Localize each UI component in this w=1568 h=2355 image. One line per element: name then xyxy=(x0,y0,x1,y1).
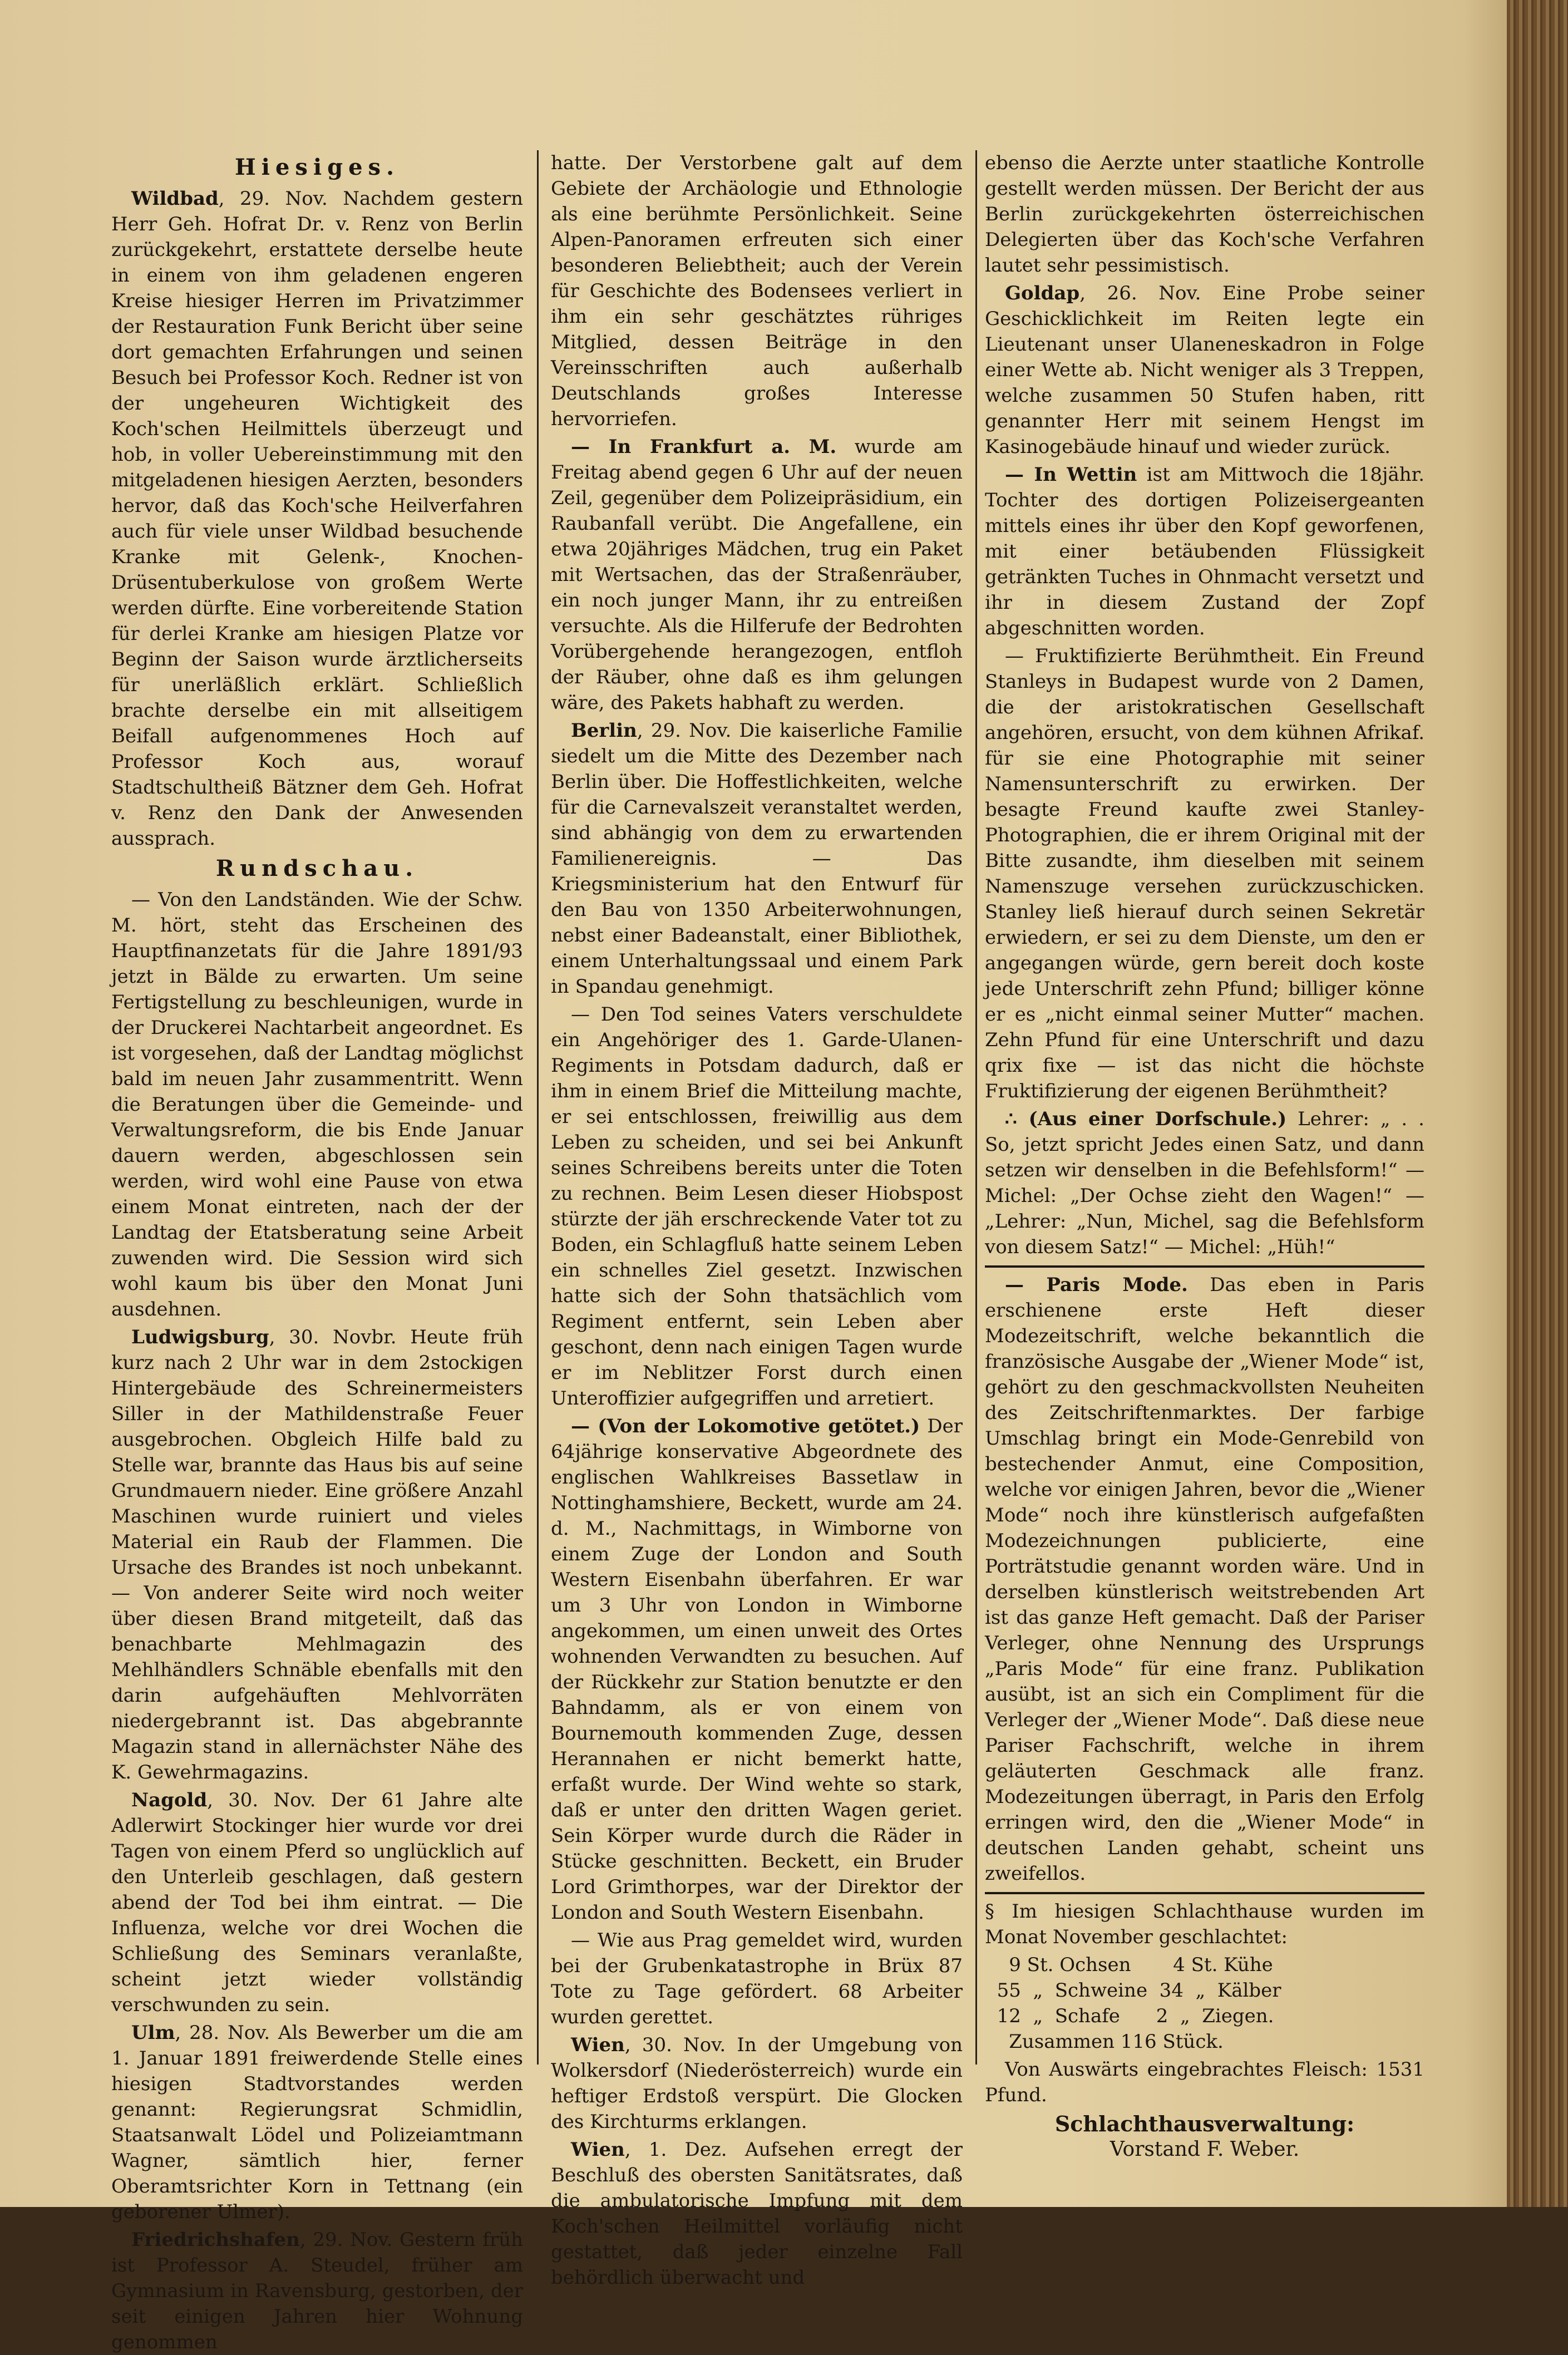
signature-office: Schlachthausverwaltung: xyxy=(1054,2111,1355,2136)
article-landstaende: — Von den Landständen. Wie der Schw. M. hört, steht das Erscheinen des Hauptfinanzetats für die Jahre 1891/93 jetzt in Bälde zu erwarten. Um seine Fertigstellung zu beschleunigen, wurde in der Druckerei Nachtarbeit angeordnet. Es ist vorgesehen, daß der Landtag möglichst bald im neuen Jahr zusammentritt. Wenn die Beratungen über die Gemeinde- und Verwaltungsreform, die bis Ende Januar dauern werden, abgeschlossen sein werden, wird wohl eine Pause von etwa einem Monat eintreten, nach der der Landtag der Etatsberatung seine Arbeit zuwenden wird. Die Session wird sich wohl kaum bis über den Monat Juni ausdehnen. xyxy=(111,889,523,1321)
dateline-ulm: Ulm xyxy=(131,2022,175,2044)
article-ludwigsburg: Ludwigsburg, 30. Novbr. Heute früh kurz nach 2 Uhr war in dem 2stockigen Hintergebäude des Schreinermeisters Siller in der Mathildenstraße Feuer ausgebrochen. Obgleich Hilfe bald zu Stelle war, brannte das Haus bis auf seine Grundmauern nieder. Eine größere Anzahl Maschinen wurde ruiniert und vieles Material ein Raub der Flammen. Die Ursache des Brandes ist noch unbekannt. — Von anderer Seite wird noch weiter über diesen Brand mitgeteilt, daß das benachbarte Mehlmagazin des Mehlhändlers Schnäble ebenfalls mit den darin aufgehäuften Mehlvorräten niedergebrannt ist. Das abgebrannte Magazin stand in allernächster Nähe des K. Gewehrmagazins. xyxy=(111,1326,523,1784)
article-wien-cont: ebenso die Aerzte unter staatliche Kontrolle gestellt werden müssen. Der Bericht der aus Berlin zurückgekehrten österreichischen Delegierten über das Koch'sche Verfahren lautet sehr pessimistisch. xyxy=(985,152,1424,277)
book-edge xyxy=(1507,0,1568,2207)
dateline-wildbad: Wildbad xyxy=(131,188,219,210)
divider-rule-2 xyxy=(985,1892,1424,1894)
page-columns xyxy=(111,150,1424,2353)
article-friedrichshafen: Friedrichshafen, 29. Nov. Gestern früh ist Professor A. Steudel, früher am Gymnasium in Ravensburg, gestorben, der seit einigen Jahren hier Wohnung genommen xyxy=(111,2229,523,2353)
article-dorfschule: ∴ (Aus einer Dorfschule.) Lehrer: „ . . So, jetzt spricht Jedes einen Satz, und dann setzen wir denselben in die Befehlsform!“ — Michel: „Der Ochse zieht den Wagen!“ — „Lehrer: „Nun, Michel, sag die Befehlsform von diesem Satz!“ — Michel: „Hüh!“ xyxy=(985,1108,1424,1258)
column-2 xyxy=(551,150,963,2289)
column-3 xyxy=(985,150,1424,2161)
section-heading-local: Hiesiges. xyxy=(234,154,400,180)
dateline-goldap: Goldap xyxy=(1005,282,1080,304)
dateline-ludwigsburg: Ludwigsburg xyxy=(131,1326,269,1348)
dateline-nagold: Nagold xyxy=(131,1789,208,1811)
divider-rule xyxy=(985,1265,1424,1268)
article-friedrichshafen-cont: hatte. Der Verstorbene galt auf dem Gebiete der Archäologie und Ethnologie als eine berühmte Persönlichkeit. Seine Alpen-Panoramen erfreuten sich einer besonderen Beliebtheit; auch der Verein für Geschichte des Bodensees verliert in ihm ein sehr geschätztes rühriges Mitglied, dessen Beiträge in den Vereinsschriften auch außerhalb Deutschlands großes Interesse hervorriefen. xyxy=(551,152,963,430)
article-paris-mode: — Paris Mode. Das eben in Paris erschienene erste Heft dieser Modezeitschrift, welche bekanntlich die französische Ausgabe der „Wiener Mode“ ist, gehört zu den geschmackvollsten Neuheiten des Zeitschriftenmarktes. Der farbige Umschlag bringt ein Mode-Genrebild von bestechender Anmut, eine Composition, welche vor einigen Jahren, bevor die „Wiener Mode“ noch ihre künstlerisch aufgefaßten Modezeichnungen publicierte, eine Porträtstudie genannt worden wäre. Und in derselben künstlerisch weitstrebenden Art ist das ganze Heft gemacht. Daß der Pariser Verleger, ohne Nennung des Ursprungs „Paris Mode“ für eine franz. Publikation ausübt, ist an sich ein Compliment für die Verleger der „Wiener Mode“. Daß diese neue Pariser Fachschrift, welche in ihrem geläuterten Geschmack alle franz. Modezeitungen überragt, in Paris den Erfolg erringen wird, den die „Wiener Mode“ in deutschen Landen gehabt, scheint uns zweifellos. xyxy=(985,1274,1424,1885)
article-prag: — Wie aus Prag gemeldet wird, wurden bei der Grubenkatastrophe in Brüx 87 Tote zu Tage gefördert. 68 Arbeiter wurden gerettet. xyxy=(551,1929,963,2028)
article-goldap: Goldap, 26. Nov. Eine Probe seiner Geschicklichkeit im Reiten legte ein Lieutenant unser Ulaneneskadron in Folge einer Wette ab. Nicht weniger als 3 Treppen, welche zusammen 50 Stufen haben, ritt genannter Herr mit seinem Hengst im Kasinogebäude hinauf und wieder zurück. xyxy=(985,282,1424,458)
article-nagold: Nagold, 30. Nov. Der 61 Jahre alte Adlerwirt Stockinger hier wurde vor drei Tagen von einem Pferd so unglücklich auf den Unterleib geschlagen, daß gestern abend der Tod bei ihm eintrat. — Die Influenza, welche vor drei Wochen die Schließung des Seminars veranlaßte, scheint jetzt wieder vollständig verschwunden zu sein. xyxy=(111,1789,523,2016)
table-row: Zusammen 116 Stück. xyxy=(985,2031,1224,2053)
article-ulm: Ulm, 28. Nov. Als Bewerber um die am 1. Januar 1891 freiwerdende Stelle eines hiesigen Stadtvorstandes werden genannt: Regierungsrat Schmidlin, Staatsanwalt Lödel und Polizeiamtmann Wagner, sämtlich hier, ferner Oberamtsrichter Korn in Tettnang (ein geborener Ulmer). xyxy=(111,2022,523,2223)
column-rule-2 xyxy=(975,150,977,2065)
article-wien-1: Wien, 30. Nov. In der Umgebung von Wolkersdorf (Niederösterreich) wurde ein heftiger Erdstoß verspürt. Die Glocken des Kirchturms erklangen. xyxy=(551,2034,963,2133)
dateline-wettin: — In Wettin xyxy=(1005,464,1137,486)
fleisch-note: Von Auswärts eingebrachtes Fleisch: 1531 Pfund. xyxy=(985,2058,1424,2106)
article-wettin: — In Wettin ist am Mittwoch die 18jähr. Tochter des dortigen Polizeisergeanten mittels eines ihr über den Kopf geworfenen, mit einer betäubenden Flüssigkeit getränkten Tuches in Ohnmacht versetzt und ihr in diesem Zustand der Zopf abgeschnitten worden. xyxy=(985,464,1424,639)
column-1 xyxy=(111,150,523,2353)
table-row: 12 „ Schafe 2 „ Ziegen. xyxy=(985,2005,1274,2027)
article-potsdam: — Den Tod seines Vaters verschuldete ein Angehöriger des 1. Garde-Ulanen-Regiments in Potsdam dadurch, daß er ihm in einem Brief die Mitteilung machte, er sei entschlossen, freiwillig aus dem Leben zu scheiden, und sei bei Ankunft seines Schreibens bereits unter die Toten zu rechnen. Beim Lesen dieser Hiobspost stürzte der jäh erschreckende Vater tot zu Boden, ein Schlagfluß hatte seinem Leben ein schnelles Ziel gesetzt. Inzwischen hatte sich der Sohn thatsächlich vom Regiment entfernt, sein Leben aber geschont, denn nach einigen Tagen wurde er im Neblitzer Forst durch einen Unteroffizier aufgegriffen und arretiert. xyxy=(551,1003,963,1410)
dateline-friedrichshafen: Friedrichshafen xyxy=(131,2229,300,2251)
dateline-frankfurt: — In Frankfurt a. M. xyxy=(571,436,837,458)
dateline-dorfschule: ∴ (Aus einer Dorfschule.) xyxy=(1005,1108,1287,1130)
dateline-lokomotive: — (Von der Lokomotive getötet.) xyxy=(571,1415,920,1437)
article-wien-2: Wien, 1. Dez. Aufsehen erregt der Beschluß des obersten Sanitätsrates, daß die ambulatorische Impfung mit dem Koch'schen Heilmittel vorläufig nicht gestattet, daß jeder einzelne Fall behördlich überwacht und xyxy=(551,2139,963,2289)
signature-name: Vorstand F. Weber. xyxy=(1110,2138,1300,2161)
article-berlin: Berlin, 29. Nov. Die kaiserliche Familie siedelt um die Mitte des Dezember nach Berlin über. Die Hoffestlichkeiten, welche für die Carnevalszeit veranstaltet werden, sind abhängig von dem zu erwartenden Familienereignis. — Das Kriegsministerium hat den Entwurf für den Bau von 1350 Arbeiterwohnungen, nebst einer Badeanstalt, einer Bibliothek, einem Unterhaltungssaal und einem Park in Spandau genehmigt. xyxy=(551,720,963,998)
article-stanley: — Fruktifizierte Berühmtheit. Ein Freund Stanleys in Budapest wurde von 2 Damen, die der aristokratischen Gesellschaft angehören, ersucht, von dem kühnen Afrikaf. für sie eine Photographie mit seiner Namensunterschrift zu erwirken. Der besagte Freund kaufte zwei Stanley-Photographien, die er ihrem Original mit der Bitte zusandte, ihm dieselben mit seinem Namenszuge versehen zurückzuschicken. Stanley ließ hierauf durch seinen Sekretär erwiedern, er sei zu dem Dienste, um den er angegangen würde, gern bereit doch koste jede Unterschrift zehn Pfund; billiger könne er es „nicht einmal seiner Mutter“ machen. Zehn Pfund für eine Unterschrift und dazu qrix fixe — ist das nicht die höchste Fruktifizierung der eigenen Berühmtheit? xyxy=(985,645,1424,1102)
article-frankfurt: — In Frankfurt a. M. wurde am Freitag abend gegen 6 Uhr auf der neuen Zeil, gegenüber dem Polizeipräsidium, ein Raubanfall verübt. Die Angefallene, ein etwa 20jähriges Mädchen, trug ein Paket mit Wertsachen, das der Straßenräuber, ein noch junger Mann, ihr zu entreißen versuchte. Als die Hilferufe der Bedrohten Vorübergehende herangezogen, entfloh der Räuber, ohne daß es ihm gelungen wäre, des Pakets habhaft zu werden. xyxy=(551,436,963,714)
article-lokomotive: — (Von der Lokomotive getötet.) Der 64jährige konservative Abgeordnete des englischen Wahlkreises Bassetlaw in Nottinghamshiere, Beckett, wurde am 24. d. M., Nachmittags, in Wimborne von einem Zuge der London and South Western Eisenbahn überfahren. Er war um 3 Uhr von London in Wimborne angekommen, um einen unweit des Ortes wohnenden Verwandten zu besuchen. Auf der Rückkehr zur Station benutzte er den Bahndamm, als er von einem von Bournemouth kommenden Zuge, dessen Herannahen er nicht bemerkt hatte, erfaßt wurde. Der Wind wehte so stark, daß er unter den dritten Wagen geriet. Sein Körper wurde durch die Räder in Stücke geschnitten. Beckett, ein Bruder Lord Grimthorpes, war der Direktor der London and South Western Eisenbahn. xyxy=(551,1415,963,1924)
section-heading-rundschau: Rundschau. xyxy=(215,855,419,881)
schlachthaus-intro: § Im hiesigen Schlachthause wurden im Monat November geschlachtet: xyxy=(985,1900,1424,1948)
table-row: 55 „ Schweine 34 „ Kälber xyxy=(985,1979,1281,2002)
dateline-berlin: Berlin xyxy=(571,720,637,742)
dateline-wien-1: Wien xyxy=(571,2034,625,2056)
article-wildbad: Wildbad, 29. Nov. Nachdem gestern Herr Geh. Hofrat Dr. v. Renz von Berlin zurückgekehrt, erstattete derselbe heute in einem von ihm geladenen engeren Kreise hiesiger Herren im Privatzimmer der Restauration Funk Bericht über seine dort gemachten Erfahrungen und seinen Besuch bei Professor Koch. Redner ist von der ungeheuren Wichtigkeit des Koch'schen Heilmittels überzeugt und hob, in voller Uebereinstimmung mit den mitgeladenen hiesigen Aerzten, besonders hervor, daß das Koch'sche Heilverfahren auch für viele unser Wildbad besuchende Kranke mit Gelenk-, Knochen- Drüsentuberkulose von großem Werte werden dürfte. Eine vorbereitende Station für derlei Kranke am hiesigen Platze vor Beginn der Saison wurde ärztlicherseits für unerläßlich erklärt. Schließlich brachte derselbe ein mit allseitigem Beifall aufgenommenes Hoch auf Professor Koch aus, worauf Stadtschultheiß Bätzner dem Geh. Hofrat v. Renz den Dank der Anwesenden aussprach. xyxy=(111,188,523,850)
schlachthaus-table xyxy=(985,1952,1424,2055)
column-rule-1 xyxy=(537,150,539,2065)
table-row: 9 St. Ochsen 4 St. Kühe xyxy=(985,1954,1273,1976)
dateline-paris-mode: — Paris Mode. xyxy=(1005,1274,1188,1296)
dateline-wien-2: Wien xyxy=(571,2139,625,2161)
